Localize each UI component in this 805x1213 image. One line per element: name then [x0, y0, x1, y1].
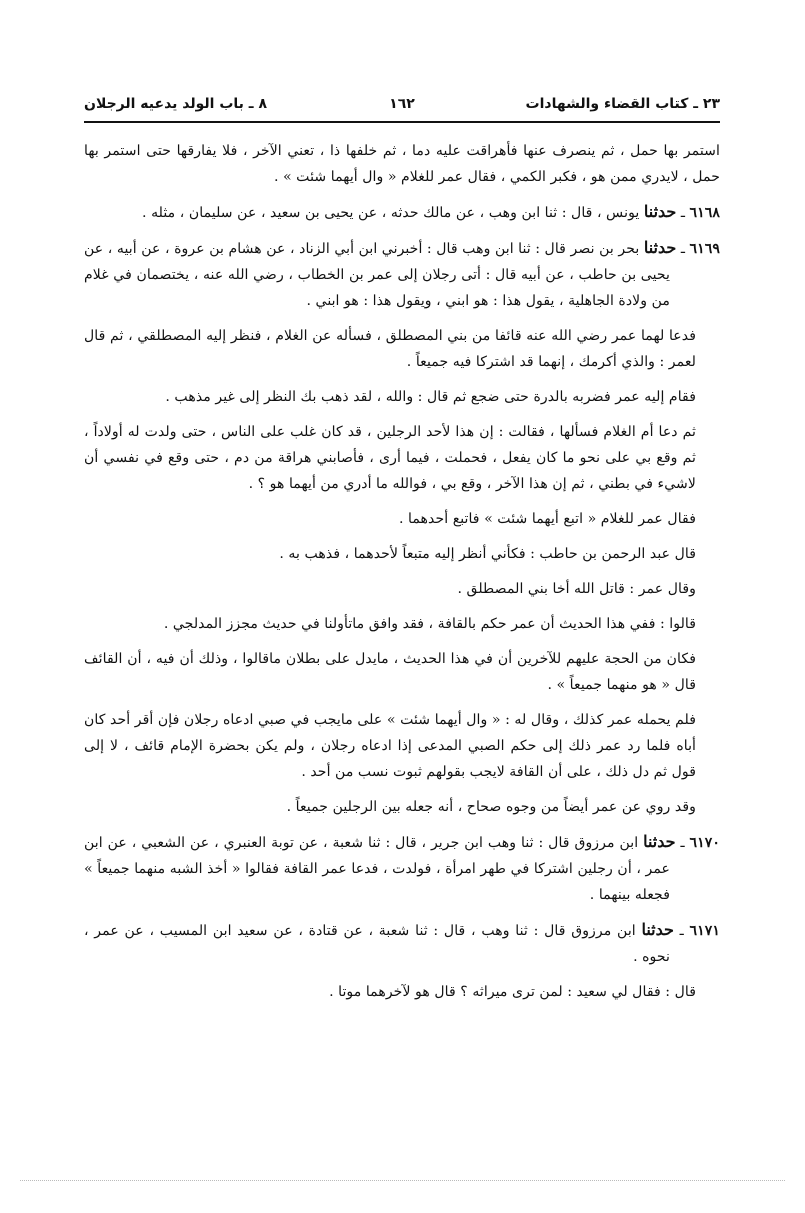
paragraph: ثم دعا أم الغلام فسألها ، فقالت : إن هذا لأحد الرجلين ، قد كان غلب على الناس ، حتى ولدت له أولاداً ، ثم وقع بي على نحو ما كان يفعل ، فحملت ، فيما أرى ، فأصابني هراقة من دم ، حتى وقع في نفسي أن لاشيء في بطني ، ثم إن هذا الآخر ، وقع بي ، فوالله ما أدري من أيهما هو ؟ .	[84, 424, 696, 492]
hadith-6168: ٦١٦٨ ـ حدثنا يونس ، قال : ثنا ابن وهب ، عن مالك حدثه ، عن يحيى بن سعيد ، عن سليمان ، مثله .	[142, 202, 720, 221]
paragraph: فقام إليه عمر فضربه بالدرة حتى ضجع ثم قال : والله ، لقد ذهب بك النظر إلى غير مذهب .	[165, 389, 696, 405]
hadith-number: ٦١٦٨	[689, 205, 720, 221]
hadith-number: ٦١٦٩	[689, 241, 720, 257]
haddathana-keyword: حدثنا	[643, 238, 677, 257]
paragraph: استمر بها حمل ، ثم ينصرف عنها فأهراقت عليه دما ، ثم خلفها ذا ، تعني الآخر ، فلا يفارقها حتى استمر بها حمل ، لايدري ممن هو ، فكبر الكمي ، فقال عمر للغلام « وال أيهما شئت » .	[84, 143, 720, 185]
paragraph: قالوا : ففي هذا الحديث أن عمر حكم بالقافة ، فقد وافق ماتأولنا في حديث مجزز المدلجي .	[163, 616, 696, 632]
paragraph: فكان من الحجة عليهم للآخرين أن في هذا الحديث ، مايدل على بطلان ماقالوا ، وذلك أن فيه ، أن القائف قال « هو منهما جميعاً » .	[84, 651, 696, 693]
header-rule	[84, 121, 720, 123]
section-title: ٨ ـ باب الولد يدعيه الرجلان	[84, 96, 268, 112]
hadith-number: ٦١٧٠	[689, 835, 720, 851]
paragraph: وقال عمر : قاتل الله أخا بني المصطلق .	[457, 581, 696, 597]
chapter-title: ٢٣ ـ كتاب القضاء والشهادات	[525, 96, 720, 112]
page-body	[84, 138, 720, 1014]
hadith-6171: ٦١٧١ ـ حدثنا ابن مرزوق قال : ثنا وهب ، قال : ثنا شعبة ، عن قتادة ، عن سعيد ابن المسيب ، عن عمر ، نحوه .	[84, 920, 720, 965]
paragraph: قال عبد الرحمن بن حاطب : فكأني أنظر إليه متبعاً لأحدهما ، فذهب به .	[279, 546, 696, 562]
paragraph: وقد روي عن عمر أيضاً من وجوه صحاح ، أنه جعله بين الرجلين جميعاً .	[286, 799, 696, 815]
hadith-6170: ٦١٧٠ ـ حدثنا ابن مرزوق قال : ثنا وهب ابن جرير ، قال : ثنا شعبة ، عن توبة العنبري ، عن الشعبي ، عن ابن عمر ، أن رجلين اشتركا في طهر امرأة ، فولدت ، فدعا عمر القافة فقالوا « أخذ الشبه منهما جميعاً » فجعله بينهما .	[84, 832, 720, 903]
paragraph: فقال عمر للغلام « اتبع أيهما شئت » فاتبع أحدهما .	[399, 511, 696, 527]
paragraph: قال : فقال لي سعيد : لمن ترى ميراثه ؟ قال هو لآخرهما موتا .	[329, 984, 696, 1000]
hadith-number: ٦١٧١	[689, 923, 720, 939]
haddathana-keyword: حدثنا	[643, 832, 676, 851]
page-bottom-edge	[20, 1180, 785, 1181]
paragraph: فلم يحمله عمر كذلك ، وقال له : « وال أيهما شئت » على مايجب في صبي ادعاه رجلان فإن أقر أحد كان أباه فلما رد عمر ذلك إلى حكم الصبي المدعى إذا ادعاه رجلان ، ولم يكن بحضرة الإمام قائف ، لا إلى قول ثم دل ذلك ، على أن القافة لايجب بقولهم ثبوت نسب من أحد .	[84, 712, 696, 780]
haddathana-keyword: حدثنا	[643, 202, 677, 221]
page-header	[84, 96, 720, 120]
haddathana-keyword: حدثنا	[641, 920, 674, 939]
page-number: ١٦٢	[389, 96, 415, 112]
hadith-6169: ٦١٦٩ ـ حدثنا بحر بن نصر قال : ثنا ابن وهب قال : أخبرني ابن أبي الزناد ، عن هشام بن عروة ، عن أبيه ، عن يحيى بن حاطب ، عن أبيه قال : أتى رجلان إلى عمر بن الخطاب ، رضي الله عنه ، يختصمان في غلام من ولادة الجاهلية ، يقول هذا : هو ابني ، ويقول هذا : هو ابني .	[84, 238, 720, 309]
paragraph: فدعا لهما عمر رضي الله عنه قائفا من بني المصطلق ، فسأله عن الغلام ، فنظر إليه المصطلقي ، ثم قال لعمر : والذي أكرمك ، إنهما قد اشتركا فيه جميعاً .	[84, 328, 696, 370]
